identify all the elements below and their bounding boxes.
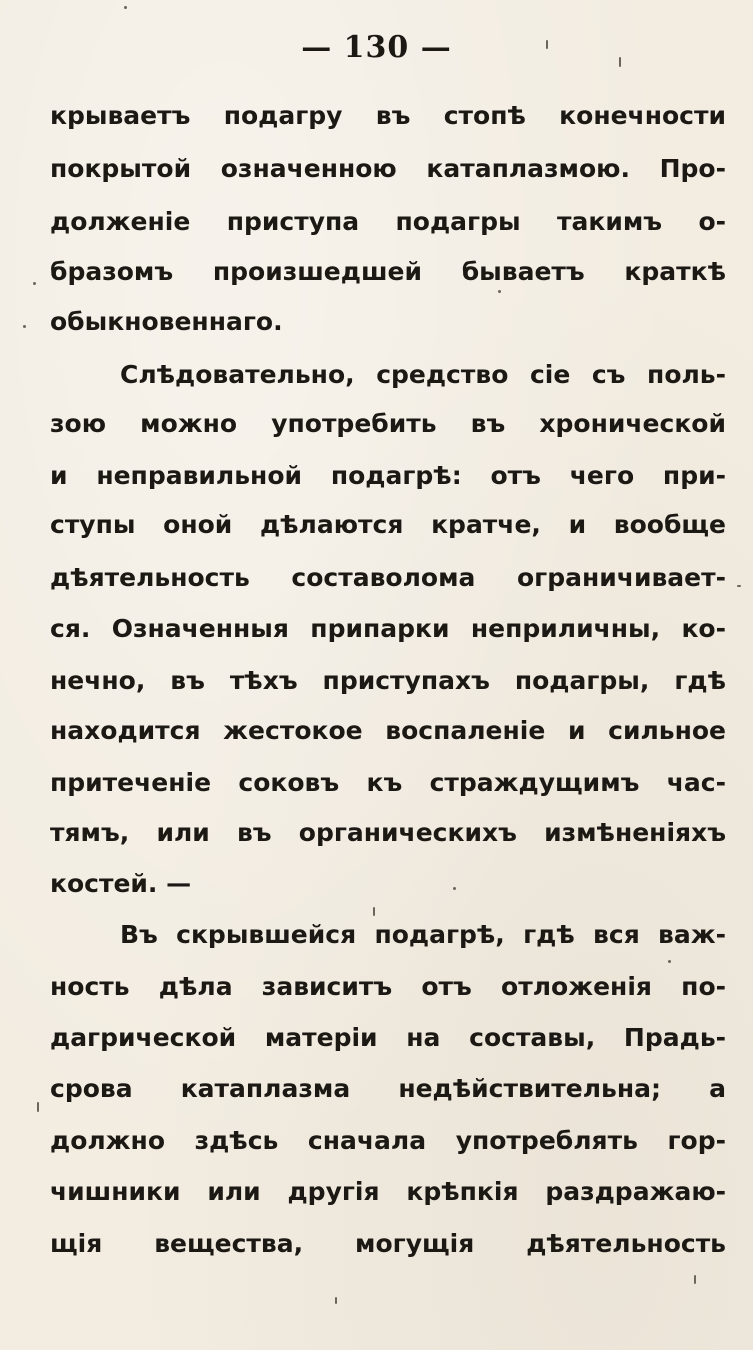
paper-speck (453, 887, 456, 890)
text-line: ся. Означенныя припарки неприличны, ко- (50, 614, 726, 643)
paper-speck (33, 282, 36, 285)
paper-speck (694, 1275, 696, 1284)
paper-speck (373, 907, 375, 916)
text-line: чишники или другія крѣпкія раздражаю- (50, 1177, 726, 1206)
text-line: бразомъ произшедшей бываетъ краткѣ (50, 257, 726, 286)
text-line: тямъ, или въ органическихъ измѣненіяхъ (50, 818, 726, 847)
paragraph-start-line: Слѣдовательно, средство сіе съ поль- (120, 360, 726, 389)
paper-speck (335, 1297, 337, 1304)
paper-speck (546, 40, 548, 49)
text-line: щія вещества, могущія дѣятельность (50, 1229, 726, 1258)
text-line: нечно, въ тѣхъ приступахъ подагры, гдѣ (50, 666, 726, 695)
page-number: — 130 — (301, 30, 452, 65)
paragraph-start-line: Въ скрывшейся подагрѣ, гдѣ вся важ- (120, 920, 726, 949)
text-line: срова катаплазма недѣйствительна; а (50, 1074, 726, 1103)
paper-speck (737, 585, 741, 587)
text-line: костей. — (50, 869, 192, 898)
paper-speck (619, 57, 621, 67)
paper-speck (124, 6, 127, 9)
text-line: должно здѣсь сначала употреблять гор- (50, 1126, 726, 1155)
paper-speck (498, 290, 501, 293)
text-line: ность дѣла зависитъ отъ отложенія по- (50, 972, 726, 1001)
text-line: притеченіе соковъ къ страждущимъ час- (50, 768, 726, 797)
paper-speck (668, 960, 671, 963)
text-line: находится жестокое воспаленіе и сильное (50, 716, 726, 745)
text-line: дѣятельность составолома ограничивает- (50, 563, 726, 592)
text-line: крываетъ подагру въ стопѣ конечности (50, 101, 726, 130)
text-line: ступы оной дѣлаются кратче, и вообще (50, 510, 726, 539)
text-line: зою можно употребить въ хронической (50, 409, 726, 438)
text-line: покрытой означенною катаплазмою. Про- (50, 154, 726, 183)
text-line: долженіе приступа подагры такимъ о- (50, 207, 726, 236)
text-line: дагрической матеріи на составы, Прадь- (50, 1023, 726, 1052)
text-line: обыкновеннаго. (50, 307, 283, 336)
text-line: и неправильной подагрѣ: отъ чего при- (50, 461, 726, 490)
paper-speck (23, 325, 26, 328)
paper-speck (37, 1102, 39, 1112)
